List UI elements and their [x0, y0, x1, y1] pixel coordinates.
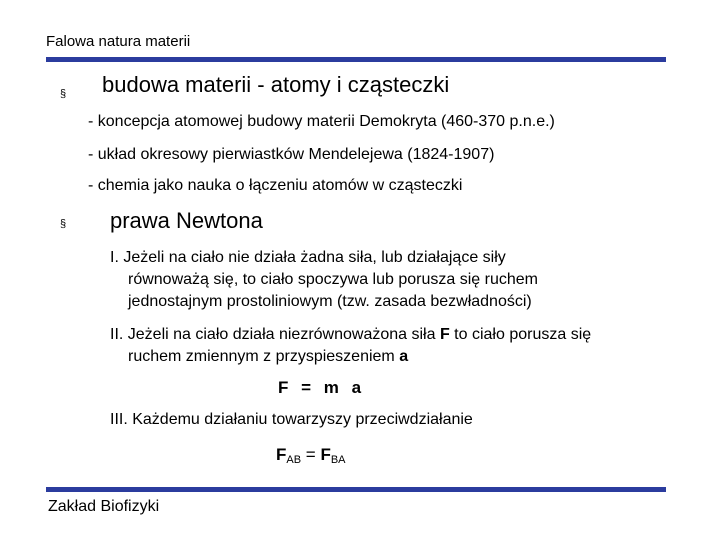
- acceleration-symbol: a: [399, 348, 409, 365]
- law1-line2: równoważą się, to ciało spoczywa lub porusza się ruchem: [128, 271, 538, 288]
- bullet-marker: §: [60, 88, 67, 100]
- bottom-divider: [46, 487, 666, 492]
- law2-line2-prefix: ruchem zmiennym z przyspieszeniem: [128, 348, 400, 365]
- force-ab-symbol: F: [276, 445, 287, 464]
- top-divider: [46, 57, 666, 62]
- section-heading-newton: prawa Newtona: [110, 208, 263, 233]
- force-ba-symbol: F: [320, 445, 331, 464]
- list-item: - koncepcja atomowej budowy materii Demokryta (460-370 p.n.e.): [88, 113, 555, 130]
- formula-newton-third: [276, 445, 346, 466]
- equals-sign: =: [301, 445, 321, 464]
- formula-newton-second: F = m a: [278, 378, 366, 397]
- section-heading-structure: budowa materii - atomy i cząsteczki: [102, 72, 450, 97]
- footer-label: Zakład Biofizyki: [48, 498, 160, 515]
- force-symbol: F: [439, 326, 450, 343]
- list-item: - układ okresowy pierwiastków Mendelejewa (1824-1907): [88, 146, 495, 163]
- subscript-ba: BA: [330, 454, 346, 466]
- law2-middle: to ciało porusza się: [449, 326, 592, 343]
- law2-prefix: II. Jeżeli na ciało działa niezrównoważona siła: [110, 326, 440, 343]
- newton-law-3: III. Każdemu działaniu towarzyszy przeciwdziałanie: [110, 411, 473, 428]
- newton-law-1: [110, 247, 650, 313]
- law2-line2: [110, 346, 650, 368]
- newton-law-2: [110, 324, 650, 368]
- subscript-ab: AB: [286, 454, 302, 466]
- page-title: Falowa natura materii: [46, 33, 191, 50]
- law2-line1: [110, 324, 650, 346]
- bullet-marker: §: [60, 218, 67, 230]
- list-item: - chemia jako nauka o łączeniu atomów w cząsteczki: [88, 177, 463, 194]
- law1-line1: I. Jeżeli na ciało nie działa żadna siła, lub działające siły: [110, 249, 506, 266]
- law1-line3: jednostajnym prostoliniowym (tzw. zasada bezwładności): [128, 293, 532, 310]
